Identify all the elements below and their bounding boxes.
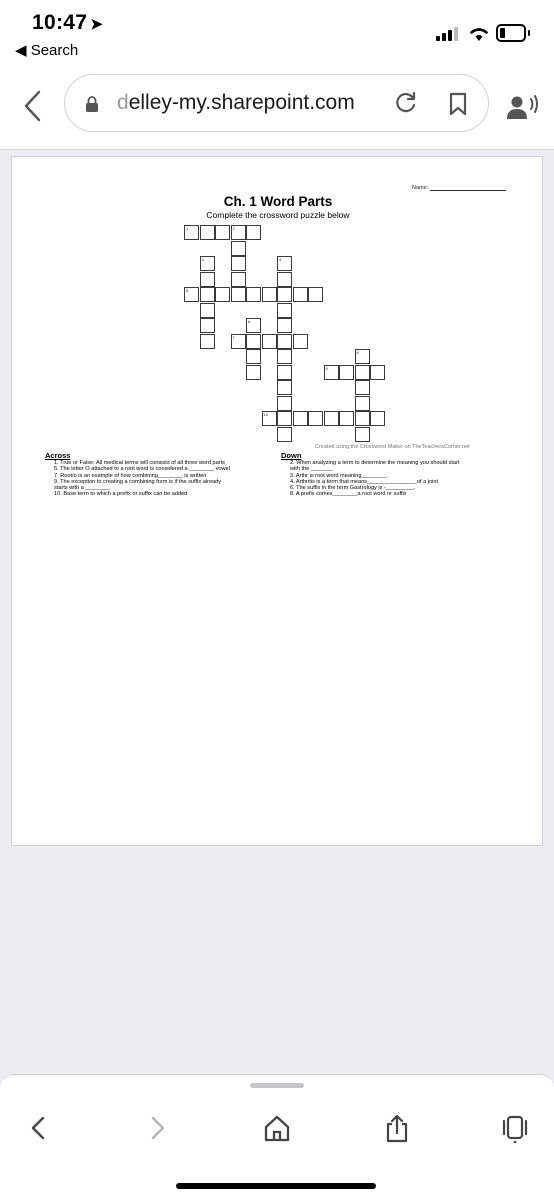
crossword-cell: [324, 365, 339, 380]
chevron-right-icon[interactable]: [142, 1113, 172, 1143]
crossword-cell: [277, 287, 292, 302]
crossword-cell: [355, 411, 370, 426]
clue-across-9: 9. The exception to creating a combining form is if the suffix already: [54, 478, 222, 485]
crossword-cell: [308, 411, 323, 426]
clue-number: 5: [186, 288, 189, 293]
tabs-icon[interactable]: [500, 1113, 530, 1143]
crossword-cell: [277, 365, 292, 380]
crossword-cell: [293, 287, 308, 302]
down-clues: [281, 451, 459, 498]
clock: 10:47: [32, 11, 88, 34]
across-heading: Across: [45, 451, 71, 460]
clue-across-5: 5. The letter O attached to a root word is considered a ________ vowel: [54, 466, 230, 473]
crossword-cell: [246, 287, 261, 302]
back-to-search-link[interactable]: ◀ Search: [15, 42, 79, 59]
clue-number: 10: [263, 412, 268, 417]
clue-number: 7: [232, 334, 235, 340]
crossword-cell: [355, 427, 370, 442]
crossword-cell: [339, 365, 354, 380]
crossword-cell: [293, 411, 308, 426]
reload-icon[interactable]: [393, 90, 419, 116]
crossword-cell: [277, 349, 292, 364]
crossword-cell: [339, 411, 354, 426]
crossword-cell: [355, 396, 370, 411]
crossword-cell: [200, 225, 215, 240]
clue-down-2-cont: with the _______: [290, 466, 333, 473]
read-aloud-icon[interactable]: [506, 94, 540, 120]
crossword-cell: [231, 225, 246, 240]
crossword-cell: [355, 365, 370, 380]
home-indicator: [176, 1183, 376, 1189]
clue-number: 9: [325, 365, 328, 371]
crossword-cell: [246, 334, 261, 349]
crossword-cell: [246, 365, 261, 380]
crossword-cell: [277, 318, 292, 333]
crossword-cell: [277, 256, 292, 271]
chevron-left-icon[interactable]: [20, 88, 46, 124]
crossword-cell: [246, 225, 261, 240]
crossword-cell: [324, 411, 339, 426]
crossword-credit: Created using the Crossword Maker on TheTeachersCorner.net: [315, 444, 470, 450]
clue-across-10: 10. Base term to which a prefix or suffix can be added: [54, 491, 188, 498]
document-page: [11, 156, 543, 846]
address-row: [0, 68, 554, 150]
crossword-cell: [231, 256, 246, 271]
url-field[interactable]: [64, 74, 489, 132]
bottom-toolbar: [0, 1074, 554, 1200]
crossword-cell: [246, 318, 261, 333]
crossword-cell: [262, 287, 277, 302]
crossword-cell: [277, 334, 292, 349]
crossword-cell: [277, 303, 292, 318]
clue-number: 8: [356, 350, 359, 355]
clue-across-7: 7. Root/o is an example of how combining________ is written: [54, 472, 207, 479]
clue-number: 1: [186, 226, 189, 231]
across-clues: [45, 451, 230, 498]
status-time: [32, 11, 103, 35]
crossword-cell: [231, 241, 246, 256]
crossword-cell: [262, 334, 277, 349]
crossword-cell: [200, 303, 215, 318]
crossword-cell: [277, 396, 292, 411]
clue-down-3: 3. Arthr is root word meaning________.: [290, 472, 388, 479]
crossword-cell: [246, 349, 261, 364]
clue-down-2: 2. When analyzing a term to determine the meaning you should start: [290, 460, 460, 466]
crossword-cell: [215, 287, 230, 302]
crossword-cell: [200, 287, 215, 302]
crossword-cell: [215, 225, 230, 240]
crossword-cell: [355, 349, 370, 364]
crossword-cell: [200, 256, 215, 271]
crossword-cell: [200, 318, 215, 333]
crossword-cell: [308, 287, 323, 302]
crossword-cell: [231, 272, 246, 287]
home-icon[interactable]: [262, 1113, 292, 1143]
worksheet-subtitle: Complete the crossword puzzle below: [206, 210, 350, 220]
clue-down-6: 6. The suffix in the term Gastrology is -_________.: [290, 485, 416, 492]
down-heading: Down: [281, 451, 302, 460]
clue-across-1: 1. True or False: All medical terms will consists of all three word parts: [54, 460, 225, 466]
clue-number: 4: [279, 257, 282, 262]
worksheet-title: Ch. 1 Word Parts: [223, 194, 333, 209]
clue-number: 3: [201, 257, 204, 262]
crossword-cell: [277, 411, 292, 426]
crossword-cell: [184, 287, 199, 302]
battery-icon: [496, 24, 526, 42]
crossword-cell: [200, 334, 215, 349]
lock-icon: [85, 96, 99, 112]
location-arrow-icon: ➤: [90, 16, 104, 33]
signal-icon: [436, 27, 462, 41]
clue-down-8: 8. A prefix comes________a root word or suffix: [290, 491, 407, 498]
clue-number: 6: [248, 319, 251, 324]
crossword-cell: [184, 225, 199, 240]
url-text: delley-my.sharepoint.com: [117, 91, 355, 114]
status-bar: [0, 0, 554, 68]
crossword-cell: [231, 334, 246, 349]
crossword-cell: [370, 411, 385, 426]
chevron-left-icon[interactable]: [24, 1113, 54, 1143]
wifi-icon: [468, 24, 490, 42]
crossword-cell: [355, 380, 370, 395]
crossword-cell: [231, 287, 246, 302]
bookmark-icon[interactable]: [448, 92, 468, 116]
name-field: Name:: [412, 185, 506, 191]
clue-down-4: 4. Arthritis is a term that means________________of a joint: [290, 478, 439, 485]
crossword-cell: [277, 380, 292, 395]
crossword-cell: [200, 272, 215, 287]
crossword-cell: [370, 365, 385, 380]
crossword-cell: [262, 411, 277, 426]
crossword-cell: [277, 272, 292, 287]
crossword-cell: [293, 334, 308, 349]
clue-across-9-cont: starts with a ________: [54, 485, 111, 492]
battery-tip: [528, 30, 530, 36]
sheet-grabber[interactable]: [250, 1083, 304, 1088]
share-icon[interactable]: [382, 1113, 412, 1143]
clue-number: 2: [232, 226, 235, 231]
crossword-cell: [277, 427, 292, 442]
